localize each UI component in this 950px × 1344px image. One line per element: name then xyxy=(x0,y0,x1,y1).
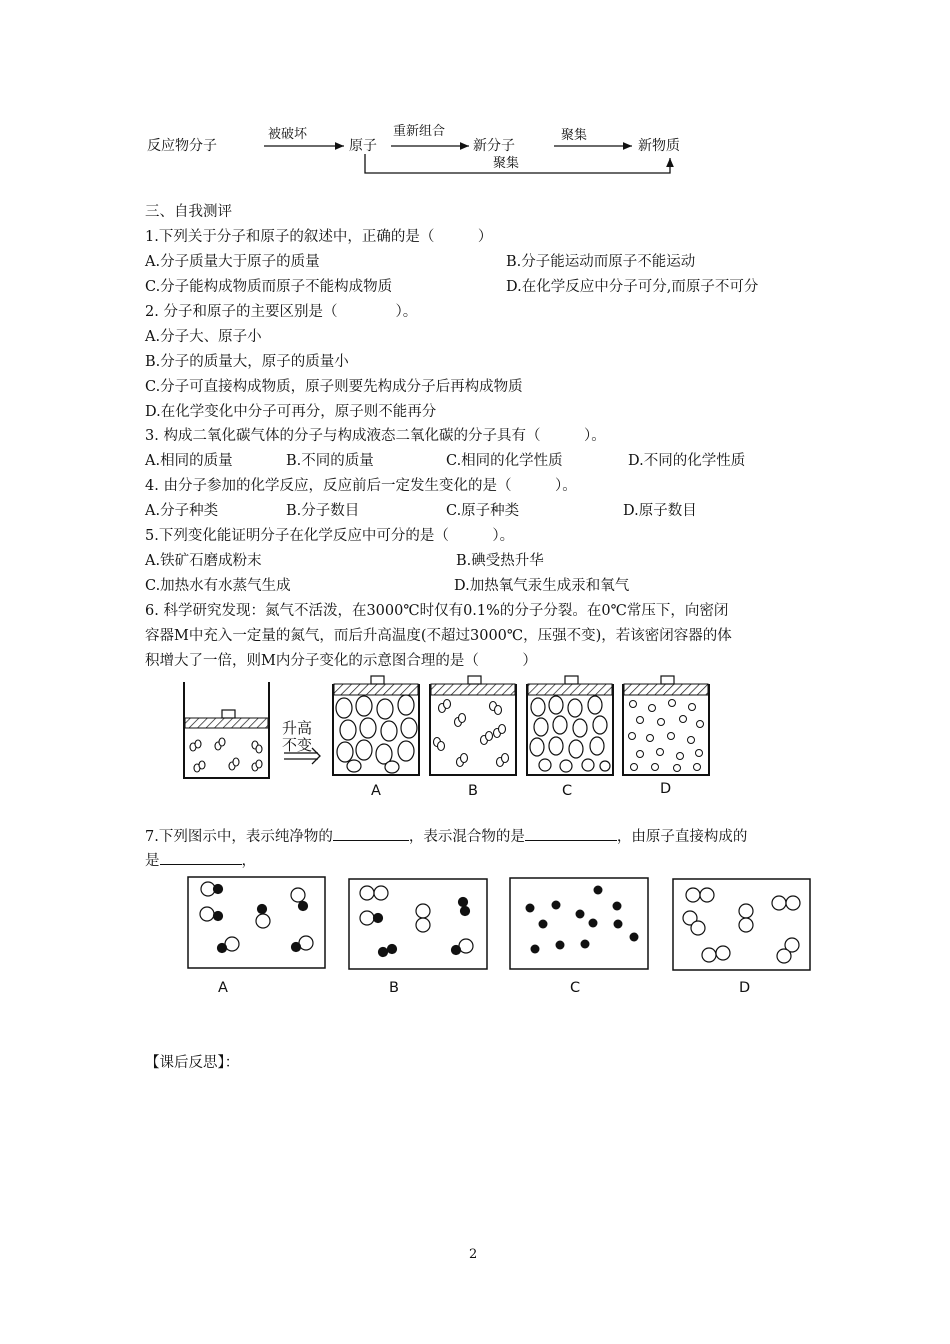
reflection-label: 【课后反思】： xyxy=(145,1055,240,1071)
flow-reactant: 反应物分子 xyxy=(147,138,217,154)
q6-line-3: 积增大了一倍，则M内分子变化的示意图合理的是（ ） xyxy=(145,653,537,669)
q4-option-c: C.原子种类 xyxy=(446,503,520,519)
q7-text-1: 7.下列图示中，表示纯净物的 xyxy=(145,829,333,845)
q4-option-a: A.分子种类 xyxy=(145,503,219,519)
q4-stem: 4. 由分子参加的化学反应，反应前后一定发生变化的是（ ）。 xyxy=(145,478,577,494)
q1-option-b: B.分子能运动而原子不能运动 xyxy=(506,254,696,270)
q6-arrow-label-constant: 不变 xyxy=(282,736,313,754)
q6-line-2: 容器M中充入一定量的氮气，而后升高温度(不超过3000℃，压强不变)，若该密闭容器的体 xyxy=(145,628,732,644)
q5-option-c: C.加热水有水蒸气生成 xyxy=(145,578,291,594)
q6-label-b: B xyxy=(468,783,478,799)
flow-new-molecule: 新分子 xyxy=(473,138,515,154)
q3-option-d: D.不同的化学性质 xyxy=(628,453,746,469)
q7-text-3: ，由原子直接构成的 xyxy=(616,829,748,845)
flow-gather-label-1: 聚集 xyxy=(561,128,588,143)
flow-recombine-label: 重新组合 xyxy=(393,124,446,139)
q5-option-a: A.铁矿石磨成粉末 xyxy=(145,553,262,569)
q6-label-c: C xyxy=(562,783,573,799)
q5-stem: 5.下列变化能证明分子在化学反应中可分的是（ ）。 xyxy=(145,528,515,544)
q6-arrow-label-rise: 升高 xyxy=(282,719,313,737)
q2-option-d: D.在化学变化中分子可再分，原子则不能再分 xyxy=(145,404,437,420)
box-b xyxy=(349,879,487,969)
q3-option-b: B.不同的质量 xyxy=(286,453,374,469)
q2-option-c: C.分子可直接构成物质，原子则要先构成分子后再构成物质 xyxy=(145,379,523,395)
q7-label-a: A xyxy=(218,980,228,996)
q1-option-d: D.在化学反应中分子可分,而原子不可分 xyxy=(506,279,759,295)
section-title: 三、自我测评 xyxy=(145,204,232,220)
q1-option-c: C.分子能构成物质而原子不能构成物质 xyxy=(145,279,393,295)
q6-label-a: A xyxy=(371,783,381,799)
q3-stem: 3. 构成二氧化碳气体的分子与构成液态二氧化碳的分子具有（ ）。 xyxy=(145,428,606,444)
box-c xyxy=(510,878,648,969)
q3-option-a: A.相同的质量 xyxy=(145,453,233,469)
q7-text-2: ，表示混合物的是 xyxy=(408,829,525,845)
q2-stem: 2. 分子和原子的主要区别是（ ）。 xyxy=(145,304,418,320)
q6-line-1: 6. 科学研究发现：氮气不活泼，在3000℃时仅有0.1%的分子分裂。在0℃常压下，向密闭 xyxy=(145,603,729,619)
page-number: 2 xyxy=(469,1247,478,1262)
box-a xyxy=(188,877,325,968)
q1-option-a: A.分子质量大于原子的质量 xyxy=(145,254,320,270)
q7-text-4: 是 xyxy=(145,853,160,869)
q7-label-d: D xyxy=(739,980,751,996)
q7-label-c: C xyxy=(570,980,581,996)
q4-option-d: D.原子数目 xyxy=(623,503,697,519)
flow-broken-label: 被破坏 xyxy=(268,127,308,142)
q5-option-b: B.碘受热升华 xyxy=(456,553,544,569)
flow-atom: 原子 xyxy=(349,138,377,154)
flow-gather-label-2: 聚集 xyxy=(493,156,520,171)
q5-option-d: D.加热氧气汞生成汞和氧气 xyxy=(454,578,630,594)
q2-option-a: A.分子大、原子小 xyxy=(145,329,262,345)
flow-new-substance: 新物质 xyxy=(638,138,680,154)
q7-text-5: ， xyxy=(241,853,256,869)
q6-label-d: D xyxy=(660,781,672,797)
box-d xyxy=(673,879,810,970)
q2-option-b: B.分子的质量大，原子的质量小 xyxy=(145,354,349,370)
q1-stem: 1.下列关于分子和原子的叙述中，正确的是（ ） xyxy=(145,229,493,245)
q3-option-c: C.相同的化学性质 xyxy=(446,453,563,469)
q4-option-b: B.分子数目 xyxy=(286,503,360,519)
q7-label-b: B xyxy=(389,980,399,996)
